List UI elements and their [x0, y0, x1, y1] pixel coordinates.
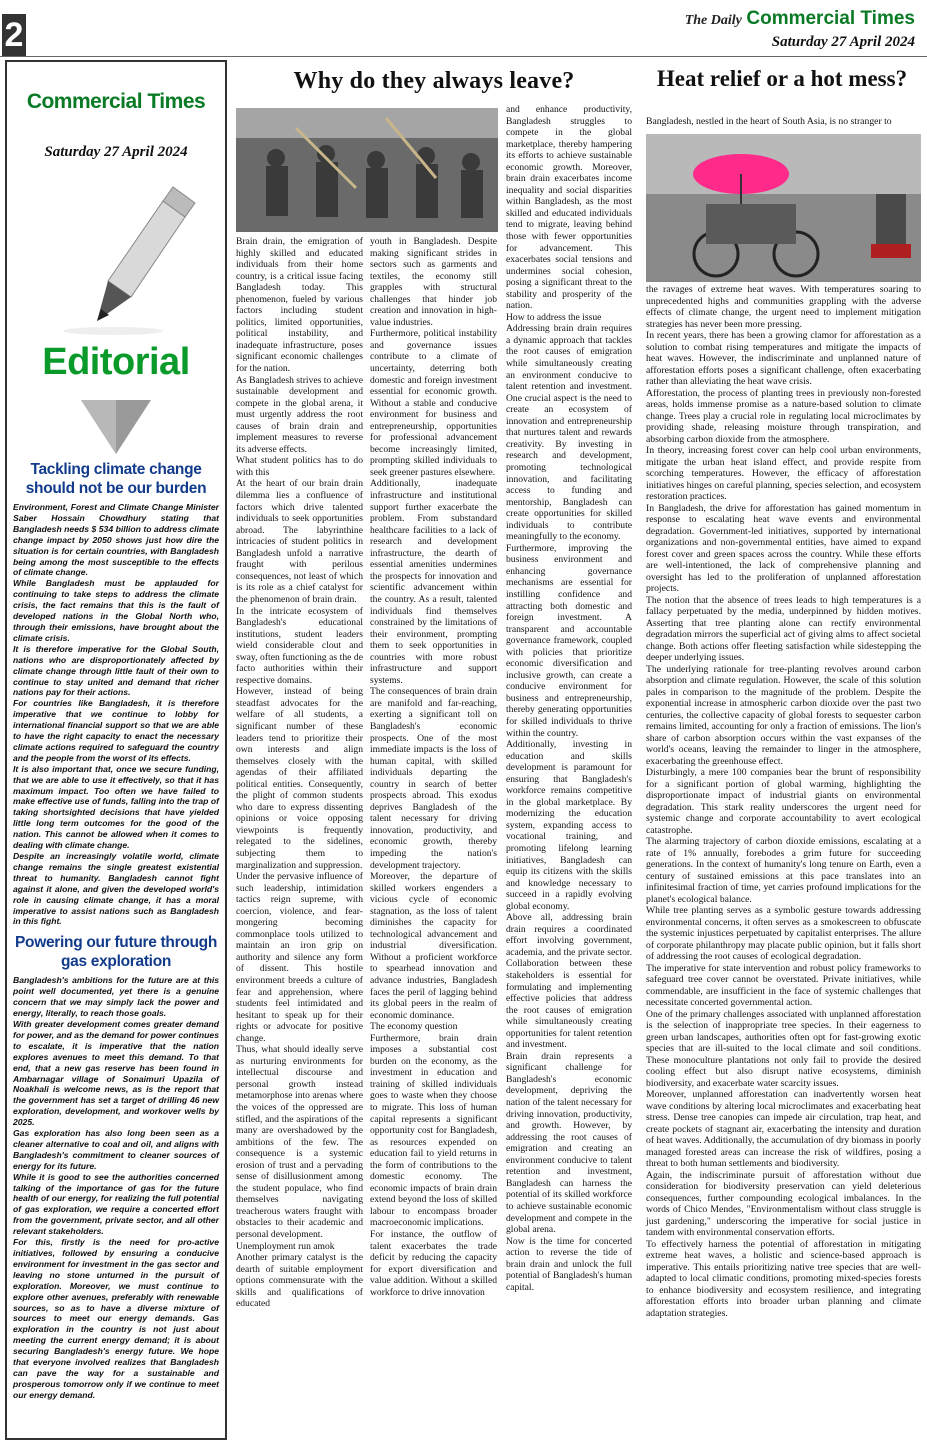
- chevron-down-icon: [13, 396, 219, 458]
- paragraph: Bangladesh's ambitions for the future are at this point well documented, yet there is a genuine concern that we may simply lack the power and energy, literally, to reach those goals.: [13, 975, 219, 1019]
- paragraph: The alarming trajectory of carbon dioxide emissions, escalating at a rate of 1% annually, forebodes a grim future for succeeding generations. In the context of humanity's long tenure on Earth, even a century of sustained emissions at this pace translates into an infinitesimal fraction of time, yet carries profound implications for the planet's ecological balance.: [646, 836, 921, 905]
- fountain-pen-icon: [13, 171, 219, 341]
- paragraph: As Bangladesh strives to achieve sustainable development and compete in the global arena, it must urgently address the root causes of brain drain and implement measures to reverse its adverse effects.: [236, 374, 363, 455]
- paragraph: Furthermore, improving the business environment and enhancing governance mechanisms are essential for instilling confidence and attracting both domestic and foreign investment. A transparent and accountable governance framework, coupled with policies that prioritize economic diversification and inclusive growth, can create a conducive environment for business and entrepreneurship, thereby generating opportunities for skilled individuals to thrive within the country.: [506, 542, 632, 739]
- paragraph: Brain drain, the emigration of highly skilled and educated individuals from their home country, is a critical issue facing Bangladesh today. This phenomenon, fueled by various factors including student politics, limited opportunities, political instability, and inadequate infrastructure, poses significant economic challenges for the nation.: [236, 236, 363, 375]
- paragraph: Again, the indiscriminate pursuit of afforestation without due consideration for biodiversity preservation can yield deleterious consequences, further compounding ecological imbalances. In the words of Chico Mendes, "Environmentalism without class struggle is just gardening," underscoring the imperative for social justice in tandem with environmental conservation efforts.: [646, 1169, 921, 1238]
- paragraph: For instance, the outflow of talent exacerbates the trade deficit by reducing the capacity for export diversification and value addition. Without a skilled workforce to drive innovation: [370, 1229, 497, 1298]
- paragraph: In recent years, there has been a growing clamor for afforestation as a solution to combat rising temperatures and mitigate the impacts of heat waves. However, the indiscriminate and unplanned nature of afforestation efforts poses a significant challenge, often exacerbating rather than alleviating the heat wave crisis.: [646, 330, 921, 387]
- subhead: What student politics has to do with this: [236, 455, 363, 478]
- paragraph: For this, firstly is the need for pro-active initiatives, followed by ensuring a conducive environment for investment in the gas sector and leaving no stone unturned in the pursuit of exploration. Moreover, we must continue to explore other avenues, preferably with renewable sources, so as to have a diverse mixture of sources to meet our energy demands. Gas exploration in the country is not just about meeting the current energy demand; it is about securing Bangladesh's energy future. We hope that everyone involved realizes that Bangladesh can pave the way for a sustainable and prosperous tomorrow only if we continue to meet our energy demand.: [13, 1237, 219, 1400]
- masthead-brand-name: Commercial Times: [746, 8, 915, 29]
- protest-photo: [236, 108, 498, 232]
- paragraph: and enhance productivity, Bangladesh struggles to compete in the global marketplace, thereby hampering its efforts to achieve sustainable economic growth. Moreover, brain drain exacerbates income inequality and social disparities within Bangladesh, as the most skilled and educated individuals tend to migrate, leaving behind those with fewer opportunities for advancement. This exacerbates social tensions and undermines social cohesion, posing a significant threat to the stability and prosperity of the nation.: [506, 104, 632, 312]
- subhead: The economy question: [370, 1021, 458, 1033]
- masthead: [685, 8, 915, 51]
- subhead: Unemployment run amok: [236, 1240, 335, 1252]
- paragraph: In the intricate ecosystem of Bangladesh's educational institutions, student leaders wield considerable clout and sway, often functioning as the de facto authorities within their respective domains.: [236, 605, 363, 686]
- paragraph: Bangladesh, nestled in the heart of South Asia, is no stranger to: [646, 116, 892, 127]
- brain-drain-column-3: [506, 104, 632, 1293]
- paragraph: In Bangladesh, the drive for afforestation has gained momentum in response to escalating heat wave events and environmental degradation. Government-led initiatives, supported by international organizations and non-governmental entities, have aimed to expand forest cover and green spaces across the country. While these efforts are well-intentioned, the lack of comprehensive planning and oversight has led to the proliferation of unplanned afforestation projects.: [646, 502, 921, 594]
- paragraph: Afforestation, the process of planting trees in previously non-forested areas, holds immense promise as a nature-based solution to climate change. Trees play a crucial role in regulating local microclimates by providing shade, releasing moisture through transpiration, and absorbing carbon dioxide from the atmosphere.: [646, 387, 921, 445]
- paragraph: Disturbingly, a mere 100 companies bear the brunt of responsibility for a significant portion of global warming, highlighting the disproportionate impact of industrial giants on environmental degradation. This stark reality underscores the urgent need for systemic change and corporate accountability to avert ecological catastrophe.: [646, 767, 921, 836]
- brain-drain-column-1: [236, 236, 363, 1310]
- paragraph: While Bangladesh must be applauded for continuing to take steps to address the climate crisis, the fact remains that this is the fault of developed nations in the Global North who, through their emissions, have brought about the climate crisis.: [13, 578, 219, 643]
- article2-body: [13, 975, 219, 1400]
- brain-drain-column-2: [370, 236, 497, 1298]
- sidebar-date: Saturday 27 April 2024: [44, 144, 188, 160]
- headline-heat-relief: Heat relief or a hot mess?: [656, 66, 908, 91]
- paragraph: youth in Bangladesh. Despite making significant strides in sectors such as garments and textiles, the economy still grapples with structural challenges that hinder job creation and innovation in high-value industries.: [370, 236, 497, 328]
- headline-brain-drain: Why do they always leave?: [293, 68, 575, 94]
- heat-article-body: [646, 284, 921, 1319]
- paragraph: In theory, increasing forest cover can help cool urban environments, mitigate the urban heat island effect, and provide respite from scorching temperatures. However, the efficacy of afforestation initiatives hinges on careful planning, species selection, and ecosystem restoration practices.: [646, 445, 921, 502]
- article1-title: Tackling climate change should not be our burden: [25, 461, 207, 497]
- paragraph: Moreover, the departure of skilled workers engenders a vicious cycle of economic stagnation, as the loss of talent diminishes the capacity for technological advancement and industrial diversification. Without a proficient workforce to spearhead innovation and advance industries, Bangladesh faces the peril of lagging behind its global peers in the realm of economic dominance.: [370, 871, 497, 1021]
- rickshaw-umbrella-photo: [646, 134, 921, 282]
- paragraph: It is also important that, once we secure funding, that we are able to use it effectively, so that it has maximum impact. Too often we have failed to make effective use of funds, falling into the trap of taking shortsighted decisions that have yielded little long term outcomes for the good of the nation. This cannot be allowed when it comes to dealing with climate change.: [13, 763, 219, 851]
- paragraph: The imperative for state intervention and robust policy frameworks to safeguard tree cover cannot be overstated. Private initiatives, while commendable, are insufficient in the face of systemic challenges that necessitate concerted governmental action.: [646, 962, 921, 1008]
- paragraph: Additionally, inadequate infrastructure and institutional support further exacerbate the problem. From substandard healthcare facilities to a lack of research and development infrastructure, the dearth of essential amenities undermines the prospects for innovation and scientific advancement within the country. As a result, talented individuals find themselves constrained by the limitations of their environment, prompting them to seek opportunities in countries with more robust infrastructure and support systems.: [370, 478, 497, 686]
- paragraph: One of the primary challenges associated with unplanned afforestation is the selection of inappropriate tree species. In their eagerness to green urban landscapes, authorities often opt for fast-growing exotic species that are ill-suited to the local climate and soil conditions. These monoculture plantations not only fail to provide the desired cooling effect but also disrupt native ecosystems, diminish biodiversity, and exacerbate water scarcity issues.: [646, 1008, 921, 1089]
- masthead-date: Saturday 27 April 2024: [771, 34, 915, 50]
- heat-article-lead: [646, 116, 921, 128]
- paragraph: Environment, Forest and Climate Change Minister Saber Hossain Chowdhury stating that Bangladesh needs $ 534 billion to address climate change impact by 2050 shows just how dire the situation is for certain countries, with Bangladesh being among the most susceptible to the effects of climate change.: [13, 502, 219, 578]
- header-rule: [0, 56, 927, 57]
- paragraph: Additionally, investing in education and skills development is paramount for ensuring that Bangladesh's workforce remains competitive in the global marketplace. By modernizing the education system, expanding access to vocational training, and promoting lifelong learning initiatives, Bangladesh can equip its citizens with the skills and knowledge necessary to succeed in a rapidly evolving global economy.: [506, 739, 632, 912]
- paragraph: The notion that the absence of trees leads to high temperatures is a fallacy perpetuated by the media, underpinned by hidden motives. Asserting that tree planting alone can rectify environmental degradation mirrors the superficial act of giving alms to affect societal change. Both actions offer fleeting satisfaction while sidestepping the deeper underlying issues.: [646, 594, 921, 663]
- masthead-the-daily: The Daily: [684, 13, 742, 28]
- paragraph: Brain drain represents a significant challenge for Bangladesh's economic development, depriving the nation of the talent necessary for driving innovation, productivity, and growth. However, by addressing the root causes of emigration and creating an environment conducive to talent retention and investment, Bangladesh can harness the potential of its skilled workforce to achieve sustainable economic development and compete in the global arena.: [506, 1050, 632, 1236]
- article2-title: Powering our future through gas exploration: [15, 934, 217, 971]
- subhead: How to address the issue: [506, 311, 602, 323]
- paragraph: It is therefore imperative for the Global South, nations who are disproportionately affected by climate change through little fault of their own to continue to stay united and demand that richer nations pay for their actions.: [13, 643, 219, 698]
- paragraph: Addressing brain drain requires a dynamic approach that tackles the root causes of emigration while simultaneously creating an environment conducive to talent retention and investment. One crucial aspect is the need to create an ecosystem of innovation and entrepreneurship that nurtures talent and rewards creativity. By investing in research and development, promoting technological innovation, and facilitating access to funding and mentorship, Bangladesh can create opportunities for skilled individuals to contribute meaningfully to the economy.: [506, 323, 632, 543]
- paragraph: The underlying rationale for tree-planting revolves around carbon absorption and climate regulation. However, the scale of this solution pales in comparison to the magnitude of the problem. Despite the exponential increase in atmospheric carbon dioxide over the past two centuries, the collective capacity of global forests to sequester carbon remains limited, accounting for only a fraction of emissions. The lion's share of carbon absorption occurs within the vast expanses of the world's oceans, leaving the remainder to linger in the atmosphere, exacerbating the greenhouse effect.: [646, 663, 921, 767]
- editorial-sidebar: [5, 60, 227, 1440]
- paragraph: Gas exploration has also long been seen as a cleaner alternative to coal and oil, and aligns with Bangladesh's commitment to cleaner sources of energy for its future.: [13, 1128, 219, 1171]
- paragraph: Another primary catalyst is the dearth of suitable employment options commensurate with the skills and qualifications of educated: [236, 1252, 363, 1310]
- paragraph: Furthermore, brain drain imposes a substantial cost burden on the economy, as the investment in education and training of skilled individuals goes to waste when they choose to migrate. This loss of human capital represents a significant opportunity cost for Bangladesh, as resources expended on education fail to yield returns in the form of contributions to the domestic economy. The economic impacts of brain drain extend beyond the loss of skilled labour to encompass broader macroeconomic implications.: [370, 1032, 497, 1229]
- article1-body: [13, 502, 219, 927]
- paragraph: However, instead of being steadfast advocates for the welfare of all students, a significant number of these leaders tend to prioritize their own interests and align themselves closely with the agendas of their affiliated political entities. Consequently, the plight of common students who dare to express dissenting opinions or voice opposing viewpoints is frequently relegated to the sidelines, subjecting them to marginalization and suppression.: [236, 686, 363, 871]
- paragraph: Moreover, unplanned afforestation can inadvertently worsen heat wave conditions by altering local microclimates and exacerbating heat stress. Dense tree canopies can impede air circulation, trap heat, and create pockets of stagnant air, exacerbating the intensity and duration of heat waves. Additionally, the accumulation of dry biomass in poorly managed forested areas can increase the risk of wildfires, posing a threat to both human settlements and biodiversity.: [646, 1089, 921, 1169]
- paragraph: Under the pervasive influence of such leadership, intimidation tactics reign supreme, with coercion, violence, and fear-mongering becoming commonplace tools utilized to maintain an iron grip on authority and silence any form of dissent. This hostile environment breeds a culture of fear and apprehension, where students feel intimidated and hesitant to speak up for their rights or advocate for positive change.: [236, 871, 363, 1044]
- paragraph: While it is good to see the authorities concerned talking of the importance of gas for the future health of our energy, for realizing the full potential of gas exploration, we require a concerted effort from the government, private sector, and all other relevant stakeholders.: [13, 1171, 219, 1237]
- section-title: Editorial: [42, 341, 190, 383]
- masthead-brand: [685, 8, 915, 30]
- paragraph: The consequences of brain drain are manifold and far-reaching, exerting a significant toll on Bangladesh's economic prospects. One of the most immediate impacts is the loss of human capital, with skilled individuals departing the country in search of better prospects abroad. This exodus deprives Bangladesh of the talent necessary for driving innovation, productivity, and economic growth, thereby impeding the nation's development trajectory.: [370, 686, 497, 871]
- paragraph: Thus, what should ideally serve as nurturing environments for intellectual discourse and personal growth instead metamorphose into arenas where the voices of the oppressed are stifled, and the aspirations of the many are overshadowed by the ambitions of the few. The consequence is a systemic erosion of trust and a pervading sense of disillusionment among the student populace, who find themselves navigating treacherous waters fraught with obstacles to their academic and personal development.: [236, 1044, 363, 1241]
- paragraph: While tree planting serves as a symbolic gesture towards addressing environmental concerns, it often serves as a smokescreen to obfuscate the systemic injustices perpetuated by capitalist enterprises. The allure of corporate philanthropy may placate public opinion, but it falls short of addressing the root causes of ecological degradation.: [646, 905, 921, 962]
- paragraph: With greater development comes greater demand for power, and as the demand for power continues to escalate, it is imperative that the nation explores avenues to meet this demand. To that end, that a new gas reserve has been found in Ambarnagar village of Sonaimuri Upazila of Noakhali is welcome news, as is the report that the government has set a target of drilling 46 new exploration, development, and workover wells by 2025.: [13, 1018, 219, 1128]
- paragraph: For countries like Bangladesh, it is therefore imperative that we continue to lobby for international financial support so that we are able to have the right capacity to enact the necessary climate actions required to safeguard the country and the people from the worst of its effects.: [13, 698, 219, 763]
- sidebar-logo: Commercial Times: [26, 90, 206, 113]
- paragraph: Furthermore, political instability and governance issues contribute to a climate of uncertainty, deterring both domestic and foreign investment essential for economic growth. Without a stable and conducive environment for business and entrepreneurship, opportunities for professional advancement become increasingly limited, prompting skilled individuals to seek greener pastures elsewhere.: [370, 328, 497, 478]
- paragraph: Now is the time for concerted action to reverse the tide of brain drain and unlock the full potential of Bangladesh's human capital.: [506, 1235, 632, 1293]
- page-number: 2: [2, 14, 26, 56]
- paragraph: Above all, addressing brain drain requires a coordinated effort involving government, academia, and the private sector. Collaboration between these stakeholders is essential for formulating and implementing effective policies that address the root causes of emigration while simultaneously creating opportunities for talent retention and investment.: [506, 912, 632, 1051]
- paragraph: Despite an increasingly volatile world, climate change remains the single greatest existential threat to humanity. Bangladesh cannot fight against it alone, and given the developed world's role in causing climate change, it has a moral imperative to assist nations such as Bangladesh in this fight.: [13, 851, 219, 927]
- paragraph: At the heart of our brain drain dilemma lies a confluence of factors which drive talented individuals to seek opportunities abroad. The labyrinthine intricacies of student politics in Bangladesh unfold a narrative fraught with perilous consequences, not least of which is its role as a chief catalyst for the phenomenon of brain drain.: [236, 478, 363, 605]
- paragraph: the ravages of extreme heat waves. With temperatures soaring to unprecedented highs and communities grappling with the adverse effects of climate change, the urgent need to implement mitigation strategies has never been more pressing.: [646, 284, 921, 330]
- paragraph: To effectively harness the potential of afforestation in mitigating extreme heat waves, a holistic and science-based approach is imperative. This entails prioritizing native tree species that are well-adapted to local climatic conditions, promoting mixed-species forests to enhance biodiversity and ecosystem resilience, and integrating afforestation efforts into broader urban planning and climate adaptation strategies.: [646, 1238, 921, 1319]
